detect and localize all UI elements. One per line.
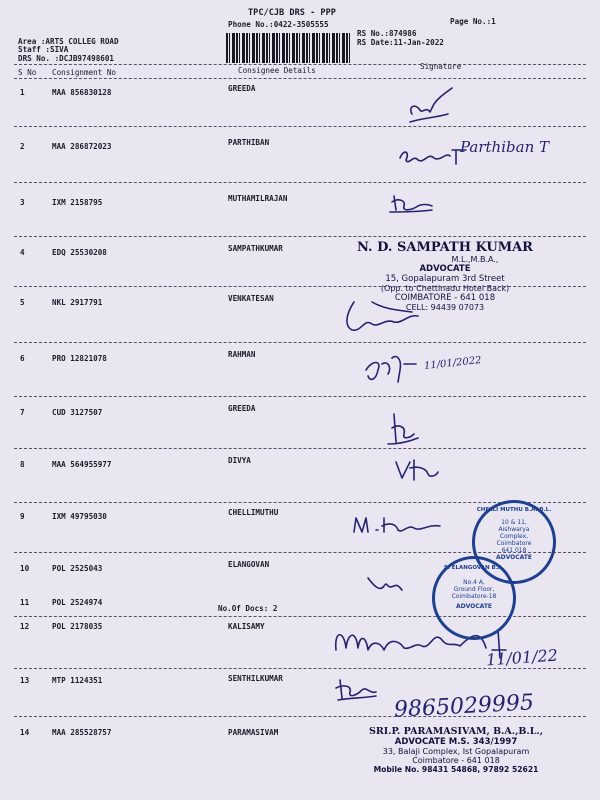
table-row: [0, 402, 600, 460]
handwriting-date-2: 11/01/22: [485, 645, 559, 670]
stamp-name: N. D. SAMPATH KUMAR: [357, 240, 533, 255]
row-consignee: GREEDA: [228, 84, 256, 93]
stamp-city: Coimbatore - 641 018: [412, 756, 500, 765]
header-rule-bottom: [14, 78, 586, 79]
stamp-role: ADVOCATE M.S. 343/1997: [394, 737, 518, 747]
row-consignment: IXM 2158795: [52, 198, 103, 207]
stamp-degree: M.L.,M.B.A.,: [451, 255, 499, 264]
row-sno: 8: [20, 460, 25, 469]
col-consignment: Consignment No: [52, 68, 117, 77]
row-consignment: CUD 3127507: [52, 408, 103, 417]
stamp-landmark: (Opp. to Chettinadu Hotel Back): [380, 284, 510, 293]
handwriting-name: Parthiban T: [460, 138, 549, 156]
row-consignment: MAA 286872023: [52, 142, 112, 151]
seal-line: 10 & 11,: [501, 519, 527, 526]
row-consignment: NKL 2917791: [52, 298, 103, 307]
table-row: [0, 348, 600, 406]
seal-line: Coimbatore: [496, 540, 532, 547]
row-consignee: VENKATESAN: [228, 294, 274, 303]
header-rule: [14, 64, 586, 65]
page-number: Page No.:1: [450, 17, 496, 26]
handwriting-phone: 9865029995: [393, 690, 535, 723]
signature-row6: [362, 350, 422, 386]
seal-ring-text: CHELLI MUTHU B.A. B.L.: [476, 507, 552, 513]
col-signature: Signature: [420, 62, 462, 71]
area: Area :ARTS COLLEG ROAD: [18, 37, 119, 46]
seal-line: 641 018: [501, 547, 527, 554]
seal-bottom: ADVOCATE: [455, 603, 493, 610]
row-consignee: SENTHILKUMAR: [228, 674, 283, 683]
row-sno: 4: [20, 248, 25, 257]
col-consignee: Consignee Details: [238, 66, 316, 75]
row-sno: 9: [20, 512, 25, 521]
row-sno: 2: [20, 142, 25, 151]
seal-elangovan: [432, 556, 516, 640]
row-consignee: GREEDA: [228, 404, 256, 413]
row-sno: 12: [20, 622, 30, 631]
seal-line: Aishwarya: [498, 526, 530, 533]
row-sno: 6: [20, 354, 25, 363]
signature-row9: [350, 512, 446, 538]
seal-line: No.4 A,: [463, 579, 485, 586]
row-consignment: PRO 12821078: [52, 354, 107, 363]
handwriting-date: 11/01/2022: [423, 355, 483, 372]
report-title: TPC/CJB DRS - PPP: [248, 8, 336, 18]
row-sno: 11: [20, 598, 30, 607]
stamp-role: ADVOCATE: [419, 264, 471, 274]
stamp-city: COIMBATORE - 641 018: [394, 293, 496, 303]
row-divider: [14, 396, 586, 397]
row-divider: [14, 236, 586, 237]
docs-count: No.Of Docs: 2: [218, 604, 278, 613]
row-consignment: MAA 564955977: [52, 460, 112, 469]
row-consignee: KALISAMY: [228, 622, 265, 631]
row-consignee: RAHMAN: [228, 350, 256, 359]
seal-ring-text: S. ELANGOVAN B.A.: [443, 565, 505, 571]
seal-bottom: ADVOCATE: [495, 554, 533, 561]
row-consignment: POL 2525043: [52, 564, 103, 573]
seal-line: Ground Floor,: [453, 586, 495, 593]
drs-number: DRS No. :DCJB97498601: [18, 54, 115, 63]
row-sno: 1: [20, 88, 25, 97]
row-consignee: PARAMASIVAM: [228, 728, 279, 737]
signature-row8: [392, 454, 442, 484]
staff: Staff :SIVA: [18, 45, 69, 54]
row-consignee: ELANGOVAN: [228, 560, 270, 569]
row-sno: 13: [20, 676, 30, 685]
row-divider: [14, 126, 586, 127]
row-consignment: IXM 49795030: [52, 512, 107, 521]
rs-date: RS Date:11-Jan-2022: [357, 38, 444, 47]
signature-row1: [404, 84, 464, 130]
stamp-paramasivam: [356, 726, 556, 774]
stamp-sampath-kumar: [350, 240, 540, 312]
barcode: [226, 33, 352, 63]
row-divider: [14, 182, 586, 183]
row-sno: 5: [20, 298, 25, 307]
row-consignment: MAA 856830128: [52, 88, 112, 97]
row-consignee: CHELLIMUTHU: [228, 508, 279, 517]
row-divider: [14, 448, 586, 449]
row-consignee: SAMPATHKUMAR: [228, 244, 283, 253]
row-consignee: DIVYA: [228, 456, 251, 465]
col-sno: S No: [18, 68, 37, 77]
phone-number: Phone No.:0422-3505555: [228, 20, 329, 29]
signature-row3: [388, 190, 436, 218]
table-row: [0, 82, 600, 140]
row-consignment: MTP 1124351: [52, 676, 103, 685]
row-divider: [14, 342, 586, 343]
row-consignee: PARTHIBAN: [228, 138, 270, 147]
signature-row10: [364, 574, 404, 596]
row-sno: 14: [20, 728, 30, 737]
seal-line: Complex,: [499, 533, 529, 540]
row-consignment: EDQ 25530208: [52, 248, 107, 257]
stamp-address: 15, Gopalapuram 3rd Street: [385, 274, 505, 284]
row-consignment: POL 2178035: [52, 622, 103, 631]
row-sno: 10: [20, 564, 30, 573]
row-consignee: MUTHAMILRAJAN: [228, 194, 288, 203]
stamp-cell: CELL: 94439 07073: [405, 303, 485, 312]
stamp-mobile: Mobile No. 98431 54868, 97892 52621: [373, 765, 539, 774]
signature-row13: [334, 676, 380, 704]
row-consignment: MAA 285528757: [52, 728, 112, 737]
rs-number: RS No.:874986: [357, 29, 417, 38]
row-sno: 7: [20, 408, 25, 417]
stamp-name: SRI.P. PARAMASIVAM, B.A.,B.L.,: [368, 726, 544, 737]
row-consignment: POL 2524974: [52, 598, 103, 607]
seal-line: Coimbatore-18: [451, 593, 497, 600]
row-sno: 3: [20, 198, 25, 207]
stamp-address: 33, Balaji Complex, Ist Gopalapuram: [382, 747, 530, 756]
signature-row7: [384, 408, 424, 448]
